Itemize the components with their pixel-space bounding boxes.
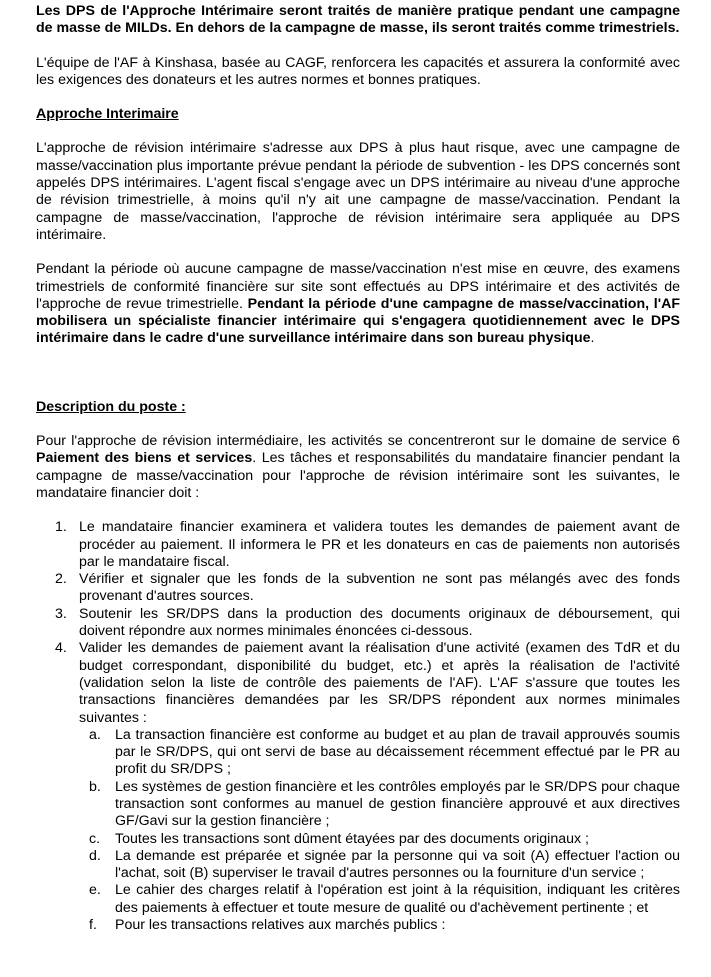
list-item [55, 640, 680, 934]
list-item-number: 4. [55, 640, 67, 657]
sublist-item [89, 726, 680, 779]
description-intro [36, 433, 680, 502]
approche-paragraph-2-text: Pendant la période où aucune campagne de masse/vaccination n'est mise en œuvre, des examens trimestriels de conformité financière sur site sont effectués au DPS intérimaire et des activités de l'approche de revue trimestrielle. [36, 261, 680, 312]
list-item-number: 2. [55, 571, 67, 588]
list-item-text: Vérifier et signaler que les fonds de la subvention ne sont pas mélangés avec des fonds provenant d'autres sources. [79, 571, 680, 605]
sublist-item-text: La demande est préparée et signée par la personne qui va soit (A) effectuer l'action ou l'achat, soit (B) superviser le travail d'autres personnes ou la fourniture d'un service ; [115, 847, 680, 882]
list-item-text: Le mandataire financier examinera et validera toutes les demandes de paiement avant de procéder au paiement. Il informera le PR et les donateurs en cas de paiements non autorisés par le mandataire fiscal. [79, 519, 680, 570]
sublist-item-letter: f. [89, 917, 97, 934]
spacer [36, 382, 680, 399]
sublist-item-text: Les systèmes de gestion financière et les contrôles employés par le SR/DPS pour chaque transaction sont conformes au manuel de gestion financière approuvé et aux directives GF/Gavi sur la gestion financière ; [115, 778, 680, 830]
task-list [36, 519, 680, 934]
description-heading: Description du poste : [36, 398, 186, 415]
spacer [36, 38, 680, 55]
approche-paragraph-2-end: . [590, 330, 595, 347]
spacer [36, 244, 680, 261]
sublist-item-text: Le cahier des charges relatif à l'opération est joint à la réquisition, indiquant les critères des paiements à effectuer et toute mesure de qualité ou d'achèvement pertinente ; et [115, 882, 680, 916]
approche-paragraph-1: L'approche de révision intérimaire s'adresse aux DPS à plus haut risque, avec une campagne de masse/vaccination plus importante prévue pendant la période de subvention - les DPS concernés sont appelés DPS intérimaires. L'agent fiscal s'engage avec un DPS intérimaire au niveau d'une approche de révision trimestrielle, à moins qu'il n'y ait une campagne de masse/vaccination. Pendant la campagne de masse/vaccination, l'approche de révision intérimaire sera appliquée au DPS intérimaire. [36, 140, 680, 243]
sublist-item-letter: a. [89, 726, 101, 743]
sublist-item-text: Toutes les transactions sont dûment étayées par des documents originaux ; [115, 830, 589, 847]
list-item [55, 571, 680, 606]
approche-heading: Approche Interimaire [36, 106, 179, 123]
approche-paragraph-2 [36, 261, 680, 347]
sublist-item [89, 778, 680, 831]
intro-bold-paragraph: Les DPS de l'Approche Intérimaire seront traités de manière pratique pendant une campagne de masse de MILDs. En dehors de la campagne de masse, ils seront traités comme trimestriels. [36, 3, 680, 37]
list-item-text: Valider les demandes de paiement avant la réalisation d'une activité (examen des TdR et du budget correspondant, disponibilité du budget, etc.) et après la réalisation de l'activité (validation selon la liste de contrôle des paiements de l'AF). L'AF s'assure que toutes les transactions financières demandées par les SR/DPS répondent aux normes minimales suivantes : [79, 640, 680, 726]
sublist-item-letter: b. [89, 778, 101, 795]
list-item-number: 1. [55, 519, 67, 536]
standards-sublist [79, 727, 680, 935]
description-intro-text: Pour l'approche de révision intermédiaire, les activités se concentreront sur le domaine de service 6 [36, 433, 680, 450]
list-item-number: 3. [55, 605, 67, 622]
list-item-text: Soutenir les SR/DPS dans la production des documents originaux de déboursement, qui doivent répondre aux normes minimales énoncées ci-dessous. [79, 605, 680, 640]
spacer [36, 416, 680, 433]
spacer [36, 123, 680, 140]
list-item [55, 605, 680, 641]
sublist-item-letter: e. [89, 882, 101, 899]
intro-paragraph: L'équipe de l'AF à Kinshasa, basée au CAGF, renforcera les capacités et assurera la conformité avec les exigences des donateurs et les autres normes et bonnes pratiques. [36, 54, 680, 88]
approche-paragraph-2-bold: Pendant la période d'une campagne de masse/vaccination, l'AF mobilisera un spécialiste financier intérimaire qui s'engagera quotidiennement avec le DPS intérimaire dans le cadre d'une surveillance intérimaire dans son bureau physique [36, 295, 681, 347]
sublist-item [89, 847, 680, 883]
sublist-item [89, 882, 680, 917]
sublist-item-text: La transaction financière est conforme au budget et au plan de travail approuvés soumis par le SR/DPS, qui ont servi de base au décaissement récemment effectué par le PR au profit du SR/DPS ; [115, 726, 680, 778]
sublist-item-text: Pour les transactions relatives aux marchés publics : [115, 917, 446, 934]
description-intro-bold: Paiement des biens et services [36, 450, 253, 467]
sublist-item-letter: c. [89, 830, 101, 847]
sublist-item-letter: d. [89, 847, 101, 864]
description-intro-rest: . Les tâches et responsabilités du mandataire financier pendant la campagne de masse/vaccination pour l'approche de révision intérimaire sont les suivantes, le mandataire financier doit : [36, 450, 680, 501]
sublist-item [89, 830, 680, 848]
sublist-item [89, 917, 680, 934]
list-item [55, 519, 680, 571]
spacer [36, 502, 680, 519]
spacer [36, 89, 680, 106]
spacer [36, 348, 680, 382]
